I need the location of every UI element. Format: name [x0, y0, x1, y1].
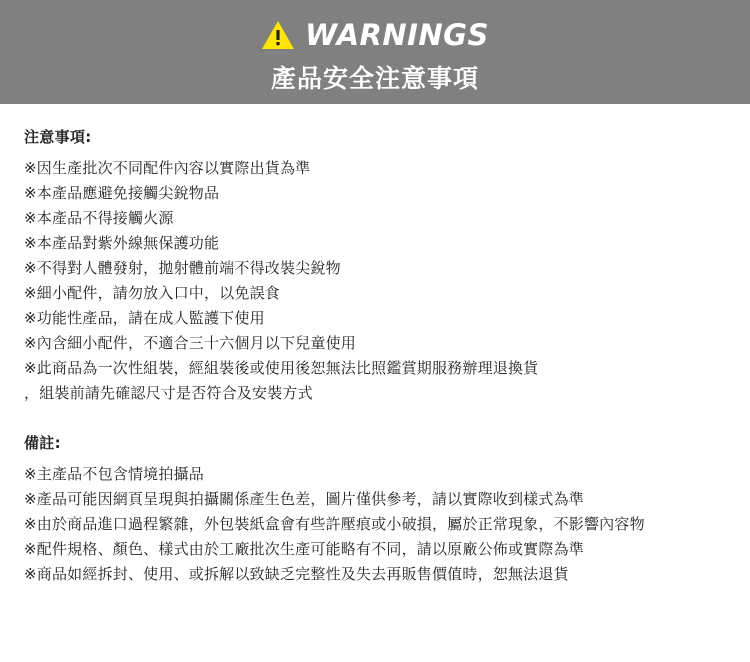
warnings-heading-zh: 產品安全注意事項: [270, 64, 479, 93]
notice-item: ※內含細小配件，不適合三十六個月以下兒童使用: [24, 334, 356, 352]
notice-item: ※因生產批次不同配件內容以實際出貨為準: [24, 159, 311, 177]
remarks-section: [24, 432, 726, 587]
notice-item: ※本產品對紫外線無保護功能: [24, 234, 220, 252]
notice-heading: 注意事項:: [24, 128, 92, 146]
remarks-heading: 備註:: [24, 434, 61, 452]
warnings-heading-en: WARNINGS: [305, 18, 489, 52]
notice-item: ※不得對人體發射，拋射體前端不得改裝尖銳物: [24, 259, 341, 277]
remarks-item: ※產品可能因網頁呈現與拍攝關係產生色差，圖片僅供參考，請以實際收到樣式為準: [24, 490, 584, 508]
remarks-item: ※配件規格、顏色、樣式由於工廠批次生產可能略有不同，請以原廠公佈或實際為準: [24, 540, 584, 558]
header-title-row: [261, 15, 489, 55]
notice-item: ※此商品為一次性組裝，經組裝後或使用後恕無法比照鑑賞期服務辦理退換貨: [24, 359, 539, 377]
page-header: [0, 0, 750, 104]
remarks-item: ※商品如經拆封、使用、或拆解以致缺乏完整性及失去再販售價值時，恕無法退貨: [24, 565, 569, 583]
remarks-item: ※由於商品進口過程繁雜，外包裝紙盒會有些許壓痕或小破損，屬於正常現象，不影響內容物: [24, 515, 645, 533]
notice-item: ※功能性產品，請在成人監護下使用: [24, 309, 265, 327]
notice-item: ※細小配件，請勿放入口中，以免誤食: [24, 284, 280, 302]
notice-item: ※本產品應避免接觸尖銳物品: [24, 184, 220, 202]
notice-section: [24, 126, 726, 406]
notice-item: ※本產品不得接觸火源: [24, 209, 174, 227]
page-content: [0, 104, 750, 587]
remarks-item: ※主產品不包含情境拍攝品: [24, 465, 204, 483]
notice-item: ，組裝前請先確認尺寸是否符合及安裝方式: [24, 384, 313, 402]
warning-triangle-icon: [261, 20, 295, 50]
section-divider: [24, 406, 726, 432]
